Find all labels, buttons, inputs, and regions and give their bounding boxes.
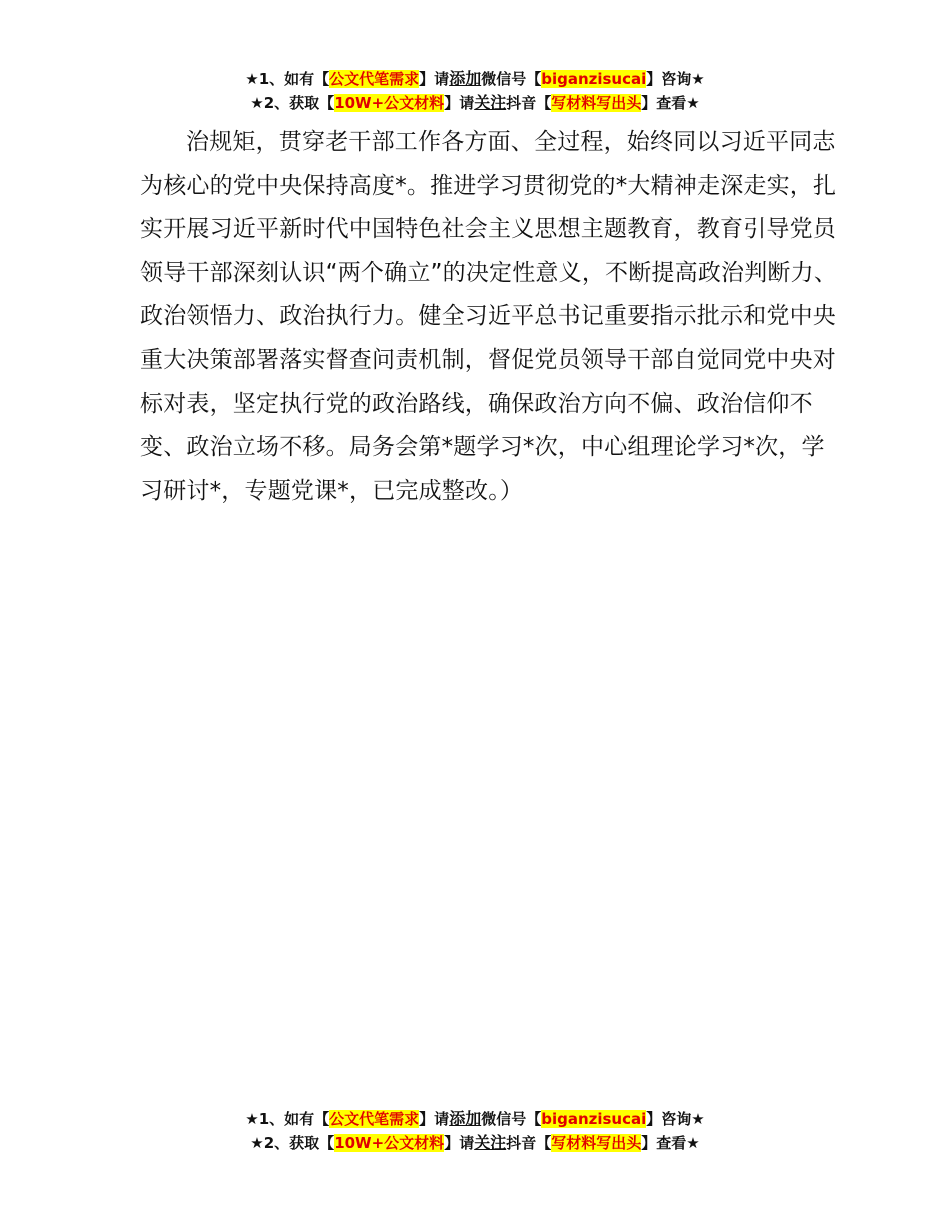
promo-text: 】查看★ [641,94,700,112]
promo-line-2 [0,91,950,115]
promo-highlight: 10W+公文材料 [334,1134,445,1152]
promo-highlight: 10W+公文材料 [334,94,445,112]
promo-text: 】请 [419,1110,450,1128]
promo-line-1 [0,67,950,91]
promo-text: ★2、获取【 [250,94,335,112]
promo-text: ★2、获取【 [250,1134,335,1152]
promo-text: 微信号【 [481,70,542,88]
promo-text: 】咨询★ [646,70,705,88]
promo-highlight: 写材料写出头 [551,94,642,112]
header-promo-banner [0,67,950,115]
promo-underlined: 关注 [474,1133,507,1152]
promo-text: 】请 [444,1134,475,1152]
promo-text: ★1、如有【 [245,70,330,88]
promo-underlined: 添加 [449,69,482,88]
promo-text: 微信号【 [481,1110,542,1128]
promo-underlined: 关注 [474,93,507,112]
promo-text: 】请 [444,94,475,112]
promo-text: 抖音【 [506,94,552,112]
promo-text: ★1、如有【 [245,1110,330,1128]
body-paragraph: 治规矩，贯穿老干部工作各方面、全过程，始终同以习近平同志为核心的党中央保持高度*。推进学习贯彻党的*大精神走深走实，扎实开展习近平新时代中国特色社会主义思想主题教育，教育引导党员领导干部深刻认识“两个确立”的决定性意义，不断提高政治判断力、政治领悟力、政治执行力。健全习近平总书记重要指示批示和党中央重大决策部署落实督查问责机制，督促党员领导干部自觉同党中央对标对表，坚定执行党的政治路线，确保政治方向不偏、政治信仰不变、政治立场不移。局务会第*题学习*次，中心组理论学习*次，学习研讨*，专题党课*，已完成整改。） [140,129,838,504]
promo-highlight: 公文代笔需求 [329,70,420,88]
promo-text: 】查看★ [641,1134,700,1152]
document-body [140,121,840,513]
promo-underlined: 添加 [449,1109,482,1128]
promo-highlight: biganzisucai [541,1110,647,1128]
promo-line-1 [0,1107,950,1131]
promo-highlight: biganzisucai [541,70,647,88]
promo-highlight: 公文代笔需求 [329,1110,420,1128]
promo-text: 】咨询★ [646,1110,705,1128]
promo-highlight: 写材料写出头 [551,1134,642,1152]
promo-line-2 [0,1131,950,1155]
promo-text: 】请 [419,70,450,88]
footer-promo-banner [0,1107,950,1155]
promo-text: 抖音【 [506,1134,552,1152]
